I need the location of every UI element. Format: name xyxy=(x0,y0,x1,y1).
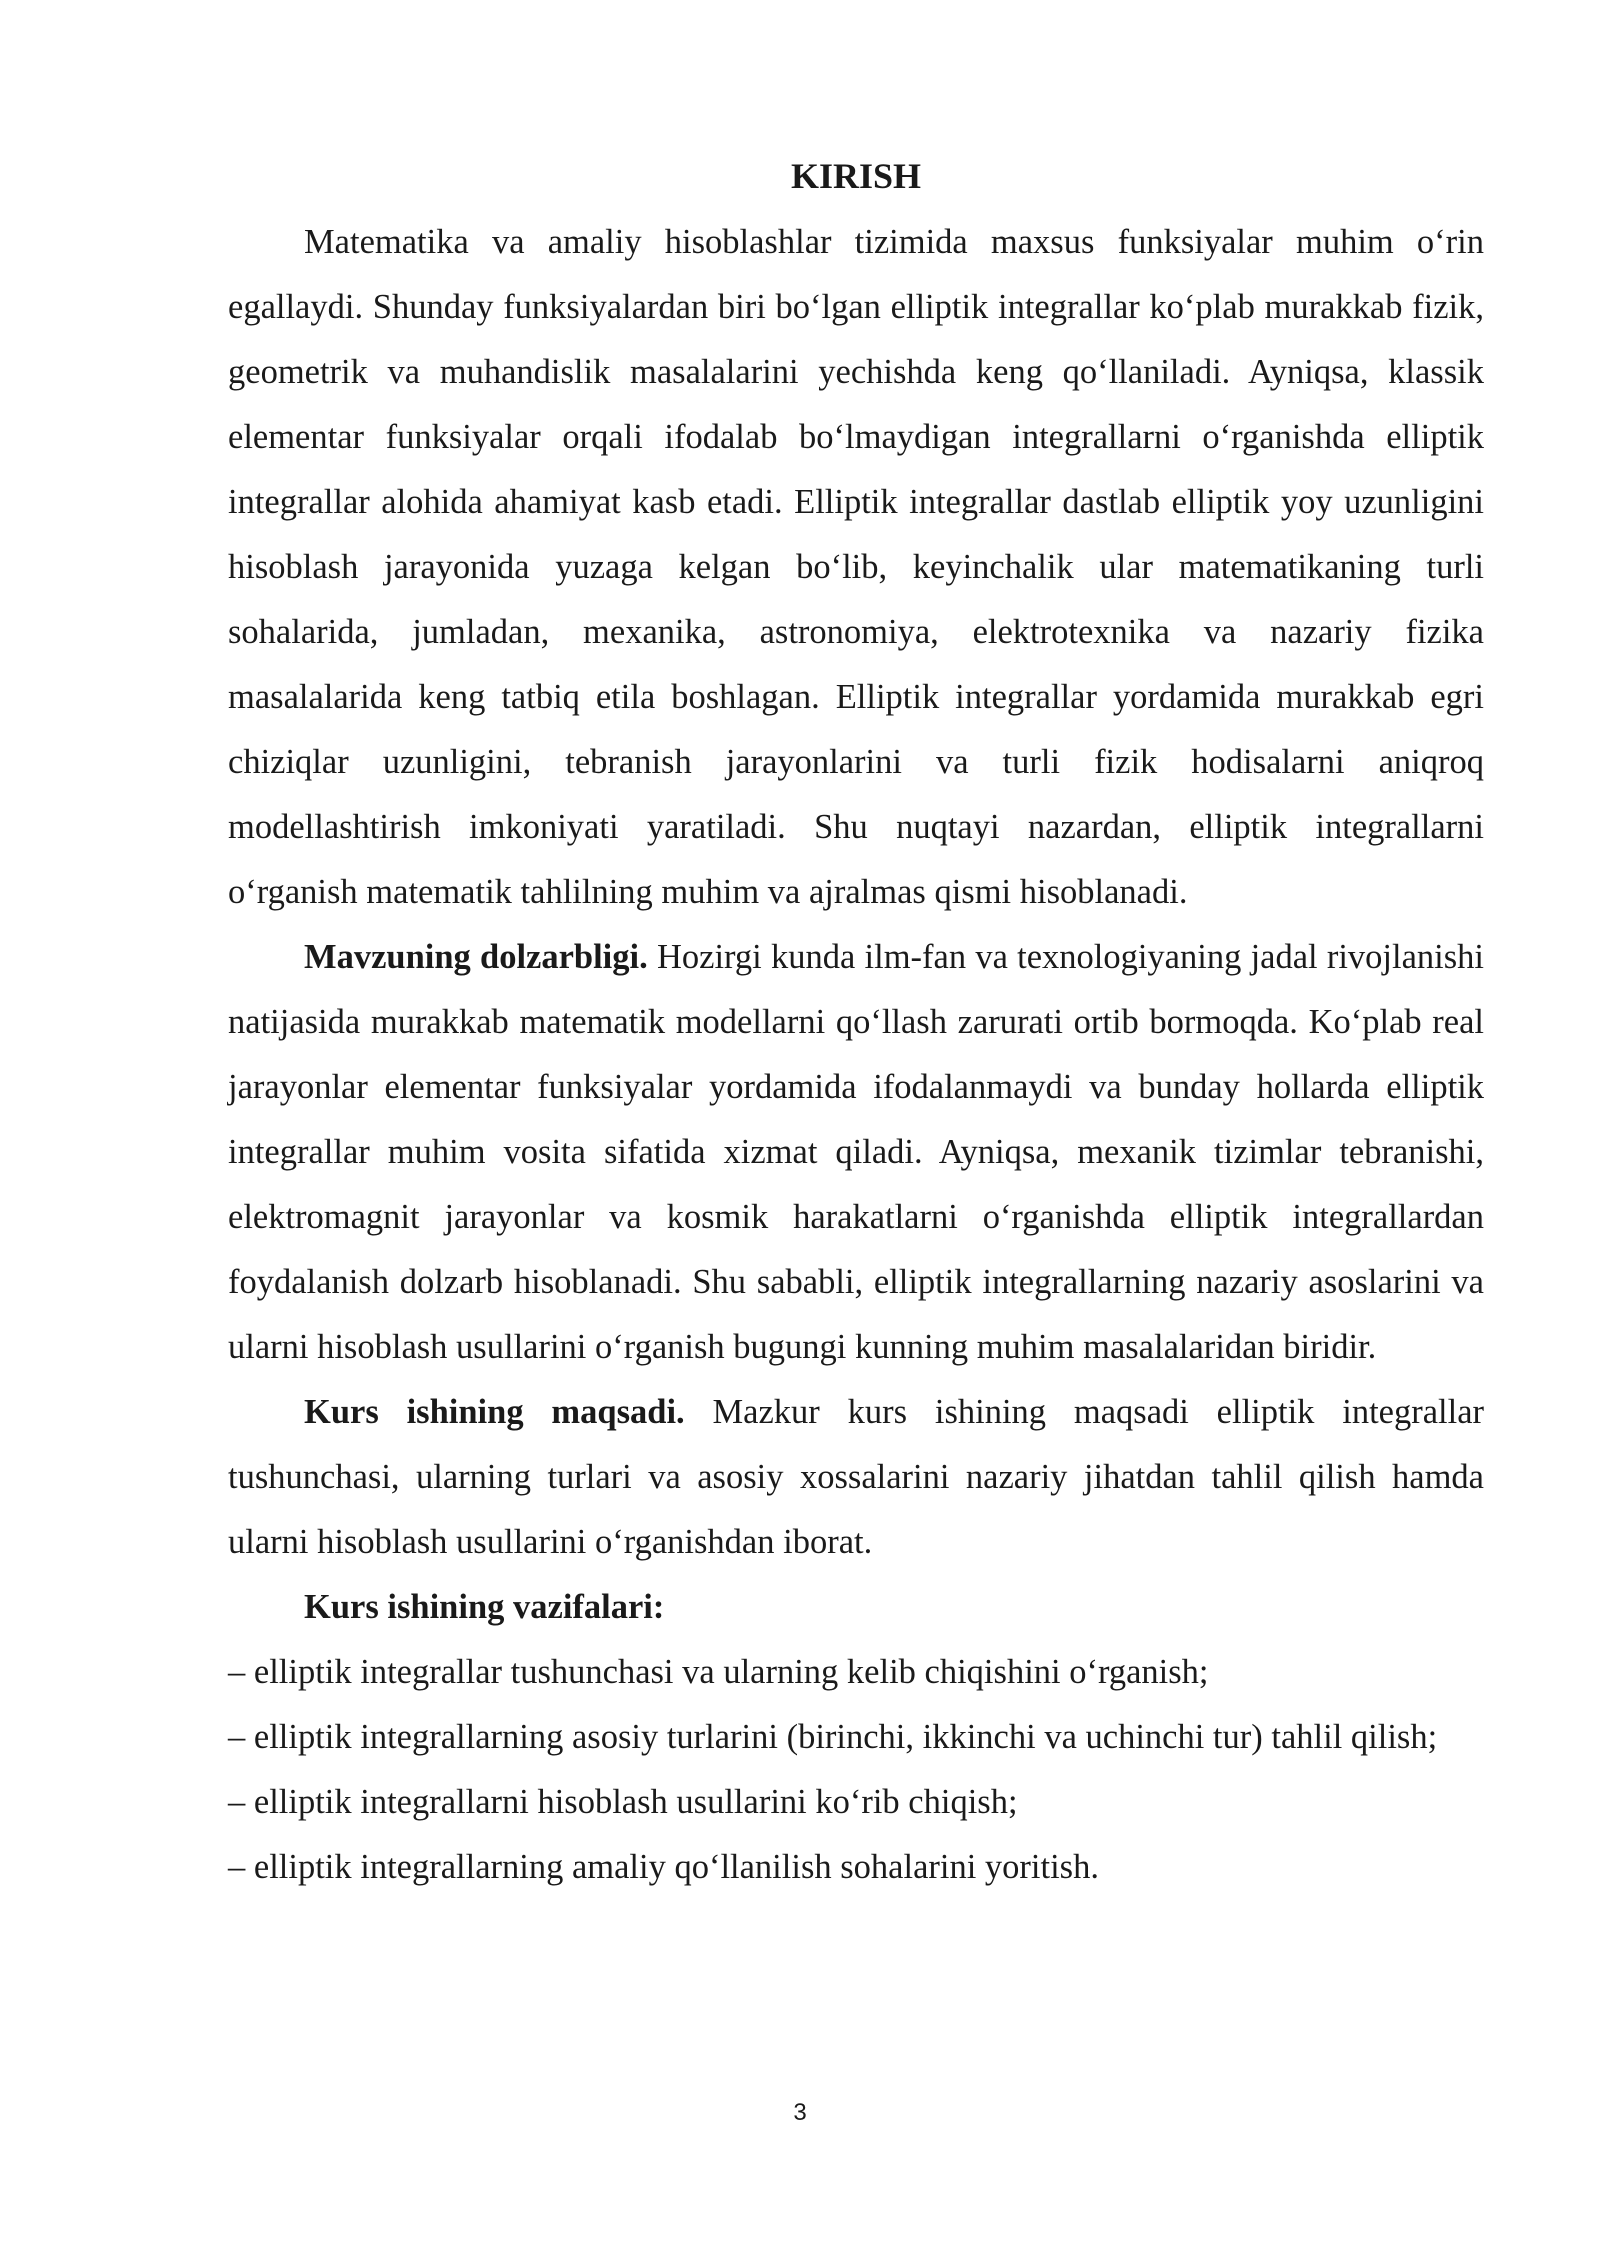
list-item: – elliptik integrallarni hisoblash usullarini ko‘rib chiqish; xyxy=(228,1783,1018,1821)
goal-heading: Kurs ishining maqsadi. xyxy=(304,1393,685,1431)
page-content xyxy=(228,148,1484,1900)
relevance-heading: Mavzuning dolzarbligi. xyxy=(304,938,648,976)
tasks-list xyxy=(228,1640,1484,1900)
list-item: – elliptik integrallarning amaliy qo‘llanilish sohalarini yoritish. xyxy=(228,1848,1099,1886)
relevance-text: Hozirgi kunda ilm-fan va texnologiyaning jadal rivojlanishi natijasida murakkab matematik modellarni qo‘llash zarurati ortib bormoqda. Ko‘plab real jarayonlar elementar funksiyalar yordamida ifodalanmaydi va bunday hollarda elliptik integrallar muhim vosita sifatida xizmat qiladi. Ayniqsa, mexanik tizimlar tebranishi, elektromagnit jarayonlar va kosmik harakatlarni o‘rganishda elliptik integrallardan foydalanish dolzarb hisoblanadi. Shu sababli, elliptik integrallarning nazariy asoslarini va ularni hisoblash usullarini o‘rganish bugungi kunning muhim masalalaridan biridir. xyxy=(228,938,1485,1366)
relevance-paragraph xyxy=(228,925,1484,1380)
list-item: – elliptik integrallar tushunchasi va ularning kelib chiqishini o‘rganish; xyxy=(228,1653,1209,1691)
goal-paragraph xyxy=(228,1380,1484,1575)
section-title: KIRISH xyxy=(790,156,922,196)
tasks-heading: Kurs ishining vazifalari: xyxy=(304,1588,665,1626)
goal-text: Mazkur kurs ishining maqsadi elliptik integrallar tushunchasi, ularning turlari va asosiy xossalarini nazariy jihatdan tahlil qilish hamda ularni hisoblash usullarini o‘rganishdan iborat. xyxy=(228,1393,1484,1561)
intro-paragraph: Matematika va amaliy hisoblashlar tizimida maxsus funksiyalar muhim o‘rin egallaydi. Shunday funksiyalardan biri bo‘lgan elliptik integrallar ko‘plab murakkab fizik, geometrik va muhandislik masalalarini yechishda keng qo‘llaniladi. Ayniqsa, klassik elementar funksiyalar orqali ifodalab bo‘lmaydigan integrallarni o‘rganishda elliptik integrallar alohida ahamiyat kasb etadi. Elliptik integrallar dastlab elliptik yoy uzunligini hisoblash jarayonida yuzaga kelgan bo‘lib, keyinchalik ular matematikaning turli sohalarida, jumladan, mexanika, astronomiya, elektrotexnika va nazariy fizika masalalarida keng tatbiq etila boshlagan. Elliptik integrallar yordamida murakkab egri chiziqlar uzunligini, tebranish jarayonlarini va turli fizik hodisalarni aniqroq modellashtirish imkoniyati yaratiladi. Shu nuqtayi nazardan, elliptik integrallarni o‘rganish matematik tahlilning muhim va ajralmas qismi hisoblanadi. xyxy=(228,223,1484,911)
list-item: – elliptik integrallarning asosiy turlarini (birinchi, ikkinchi va uchinchi tur) tahlil qilish; xyxy=(228,1718,1438,1756)
page-number: 3 xyxy=(793,2099,807,2126)
